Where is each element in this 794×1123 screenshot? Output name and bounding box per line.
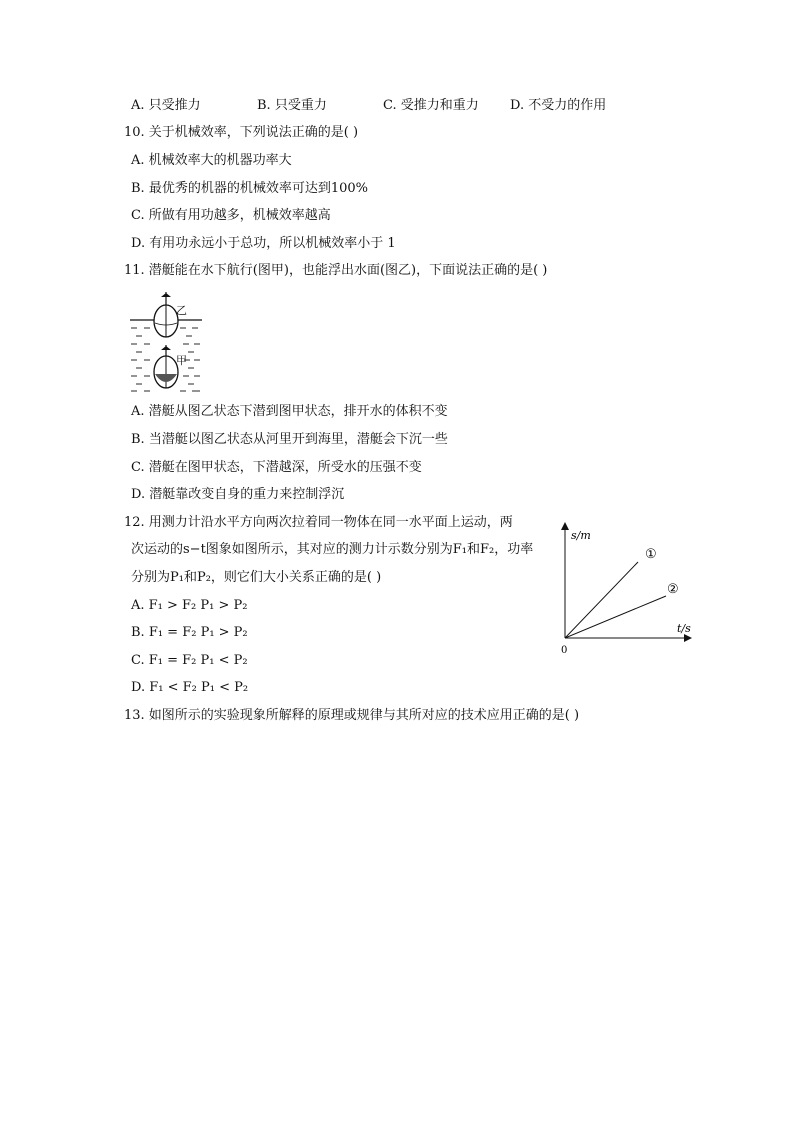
q11-stem: 11. 潜艇能在水下航行(图甲)，也能浮出水面(图乙)，下面说法正确的是( ) [124, 263, 548, 278]
graph-line-1 [565, 562, 638, 638]
q10-option-b: B. 最优秀的机器的机械效率可达到100% [131, 181, 368, 196]
q12-option-d: D. F₁ < F₂ P₁ < P₂ [131, 680, 249, 695]
q9-option-c: C. 受推力和重力 [383, 98, 479, 113]
line-2-label: ② [667, 582, 679, 597]
q10-option-d: D. 有用功永远小于总功，所以机械效率小于 1 [131, 236, 396, 251]
q11-option-b: B. 当潜艇以图乙状态从河里开到海里，潜艇会下沉一些 [131, 432, 448, 447]
q9-option-b: B. 只受重力 [257, 98, 327, 113]
x-axis-label: t/s [677, 622, 691, 635]
q12-option-b: B. F₁ = F₂ P₁ > P₂ [131, 625, 248, 640]
figure-label-bottom: 甲 [176, 354, 187, 367]
submarine-bottom-icon [154, 345, 178, 388]
q12-stem-line3: 分别为P₁和P₂，则它们大小关系正确的是( ) [131, 570, 382, 585]
graph-line-2 [565, 596, 666, 638]
q10-option-a: A. 机械效率大的机器功率大 [131, 153, 292, 168]
q13-stem: 13. 如图所示的实验现象所解释的原理或规律与其所对应的技术应用正确的是( ) [124, 708, 580, 723]
q9-option-d: D. 不受力的作用 [510, 98, 607, 113]
origin-label: 0 [561, 645, 568, 656]
q9-option-a: A. 只受推力 [131, 98, 201, 113]
figure-label-top: 乙 [176, 304, 187, 317]
submarine-figure [128, 290, 208, 395]
submarine-top-icon [154, 292, 178, 337]
q10-stem: 10. 关于机械效率，下列说法正确的是( ) [124, 125, 359, 140]
q11-option-c: C. 潜艇在图甲状态，下潜越深，所受水的压强不变 [131, 460, 422, 475]
st-graph [556, 520, 696, 660]
q12-option-a: A. F₁ > F₂ P₁ > P₂ [131, 598, 248, 613]
line-1-label: ① [645, 547, 657, 562]
q12-option-c: C. F₁ = F₂ P₁ < P₂ [131, 653, 248, 668]
q12-stem-line2: 次运动的s−t图象如图所示，其对应的测力计示数分别为F₁和F₂，功率 [131, 542, 534, 557]
y-axis-label: s/m [571, 529, 591, 542]
q11-option-d: D. 潜艇靠改变自身的重力来控制浮沉 [131, 487, 345, 502]
q11-option-a: A. 潜艇从图乙状态下潜到图甲状态，排开水的体积不变 [131, 404, 448, 419]
q10-option-c: C. 所做有用功越多，机械效率越高 [131, 208, 331, 223]
q12-stem-line1: 12. 用测力计沿水平方向两次拉着同一物体在同一水平面上运动，两 [124, 515, 513, 530]
